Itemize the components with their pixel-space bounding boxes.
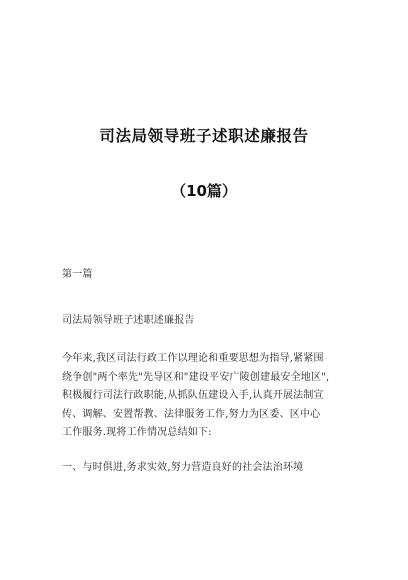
paragraph-line: 今年来,我区司法行政工作以理论和重要思想为指导,紧紧围 [62, 353, 324, 364]
section-label: 第一篇 [62, 269, 93, 280]
document-title: 司法局领导班子述职述廉报告 [99, 127, 309, 145]
report-name: 司法局领导班子述职述廉报告 [62, 315, 195, 326]
paragraph-line: 工作服务.现将工作情况总结如下: [62, 427, 212, 438]
intro-paragraph [62, 350, 352, 443]
paragraph-line: 传、调解、安置帮教、法律服务工作,努力为区委、区中心 [62, 408, 321, 420]
document-count: （10篇） [171, 182, 237, 200]
paragraph-line: 积极履行司法行政职能,从抓队伍建设入手,认真开展法制宣 [62, 390, 324, 401]
section-heading: 一、与时俱进,务求实效,努力营造良好的社会法治环境 [62, 462, 304, 473]
paragraph-line: 绕争创"两个率先"先导区和"建设平安广陵创建最安全地区", [62, 371, 330, 383]
